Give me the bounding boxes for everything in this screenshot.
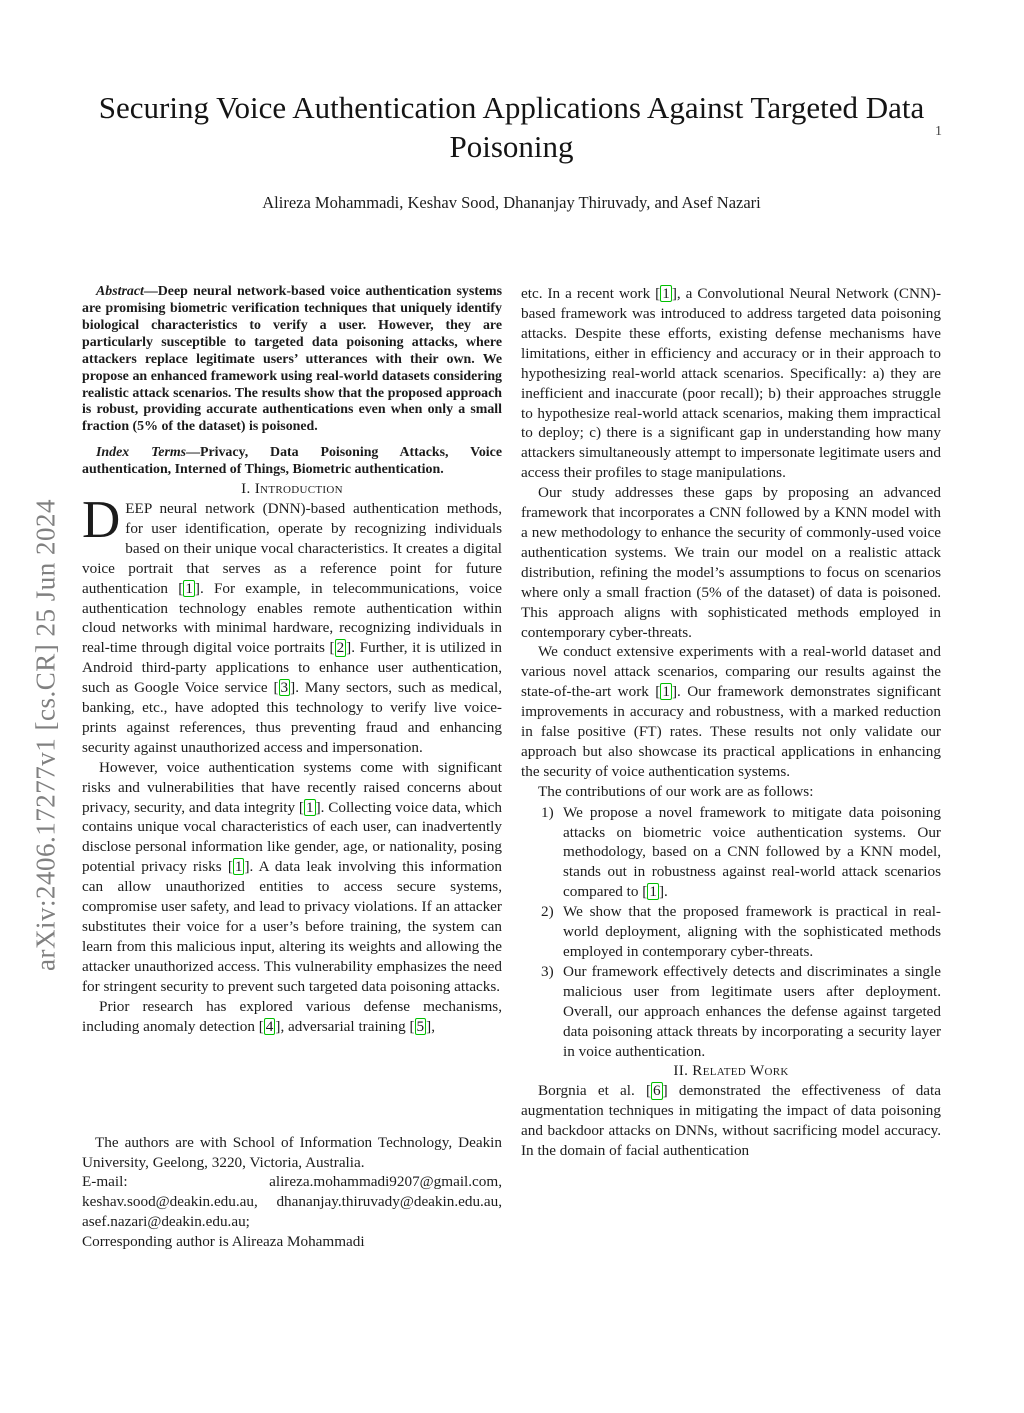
paper-content xyxy=(82,88,941,1252)
body-paragraph-study: Our study addresses these gaps by proposing an advanced framework that incorporates a CNN followed by a KNN model with a new methodology to enhance the security of commonly-used voice authentication systems. We train our model on a realistic attack distribution, refining the model’s assumptions to focus on scenarios where only a small fraction (5% of the dataset) of data is poisoned. This approach aligns with sophisticated methods employed in contemporary cyber-threats. xyxy=(521,484,941,641)
arxiv-watermark: arXiv:2406.17277v1 [cs.CR] 25 Jun 2024 xyxy=(30,499,61,971)
section-heading-introduction: I. Introduction xyxy=(241,480,343,498)
contributions-list xyxy=(521,803,941,1062)
citation-3[interactable]: 3 xyxy=(280,679,289,697)
two-column-body xyxy=(82,284,941,1252)
body-paragraph-experiments: We conduct extensive experiments with a real-world dataset and various novel attack scenarios, comparing our results against the state-of-the-art work [ 1 ]. Our framework demonstrates significant improvements in accuracy and robustness, with a marked reduction in false positive (FT) rates. These results not only validate our approach but also showcase its practical applications in enhancing the security of voice authentication systems. xyxy=(521,643,941,780)
body-paragraph-related-work: Borgnia et al. [ 6 ] demonstrated the effectiveness of data augmentation techniques in mitigating the impact of data poisoning and backdoor attacks on DNNs, without sacrificing model accuracy. In the domain of facial authentication xyxy=(521,1082,942,1160)
citation-1[interactable]: 1 xyxy=(662,285,670,303)
index-terms-text: —Privacy, Data Poisoning Attacks, Voice authentication, Interned of Things, Biometric authentication. xyxy=(82,445,502,478)
list-item xyxy=(541,803,941,903)
footnote-affiliation: The authors are with School of Information Technology, Deakin University, Geelong, 3220, Victoria, Australia. xyxy=(82,1133,502,1171)
body-paragraph-contributions-intro: The contributions of our work are as follows: xyxy=(538,782,814,800)
list-item-number: 2) xyxy=(541,903,554,921)
citation-1[interactable]: 1 xyxy=(649,883,657,901)
section-heading-related-work: II. Related Work xyxy=(673,1062,789,1080)
list-item-number: 1) xyxy=(541,803,554,821)
list-item-number: 3) xyxy=(541,962,554,980)
intro-paragraph-2: However, voice authentication systems come with significant risks and vulnerabilities that have recently raised concerns about privacy, security, and data integrity [ 1 ]. Collecting voice data, which contains unique vocal characteristics of each user, can inadvertently disclose personal information like gender, age, or nationality, posing potential privacy risks [ 1 ]. A data leak involving this information can allow unauthorized entities to access secure systems, compromise user safety, and lead to privacy violations. If an attacker substitutes their voice for a user’s before training, the system can learn from this malicious input, altering its weights and allowing the attacker unauthorized access. This vulnerability emphasizes the need for stringent security to prevent such targeted data poisoning attacks. xyxy=(82,758,503,995)
index-terms-label: Index Terms xyxy=(96,445,187,461)
citation-5[interactable]: 5 xyxy=(416,1017,425,1035)
footnote-corresponding: Corresponding author is Alireaza Mohammadi xyxy=(82,1233,365,1251)
footnote-email: E-mail: alireza.mohammadi9207@gmail.com, keshav.sood@deakin.edu.au, dhananjay.thiruvady@deakin.edu.au, asef.nazari@deakin.edu.au; xyxy=(82,1173,502,1231)
intro-paragraph-1-text: EEP neural network (DNN)-based authentication methods, for user identification, operate by recognizing individuals based on their unique vocal characteristics. It creates a digital voice portrait that serves as a reference point for future authentication [ 1 ]. For example, in telecommunications, voice authentication technology enables remote authentication within cloud networks with minimal hardware, recognizing individuals in real-time through digital voice portraits [ 2 ]. Further, it is utilized in Android third-party applications to enhance user authentication, such as Google Voice service [ 3 ]. Many sectors, such as medical, banking, etc., have adopted this technology to verify live voice-prints against references, thus preventing fraud and enhancing security against unauthorized access and impersonation. xyxy=(82,499,503,756)
citation-1[interactable]: 1 xyxy=(185,579,193,597)
body-paragraph-continued: etc. In a recent work [ 1 ], a Convolutional Neural Network (CNN)-based framework was introduced to address targeted data poisoning attacks. Despite these efforts, existing defense mechanisms have limitations, either in efficiency and accuracy or in their approach to hypothesizing real-world attack scenarios. Specifically: a) they are inefficient and inaccurate (poor recall); b) their approaches struggle to hypothesize real-world attack scenarios, making them impractical to deploy; c) there is a significant gap in understanding how many attackers simultaneously attempt to impersonate legitimate users and access their profiles to stage manipulations. xyxy=(521,285,941,482)
paper-page xyxy=(0,88,1024,1413)
citation-1[interactable]: 1 xyxy=(305,798,314,816)
list-item xyxy=(541,962,941,1062)
abstract-label: Abstract xyxy=(96,284,144,300)
author-footnote xyxy=(82,1133,502,1252)
right-column xyxy=(521,284,941,1252)
intro-dropcap: D xyxy=(82,490,121,549)
abstract-text: —Deep neural network-based voice authentication systems are promising biometric verification techniques that uniquely identify biological characteristics to verify a user. However, they are particularly susceptible to targeted data poisoning attacks, where attackers replace legitimate users’ utterances with their own. We propose an enhanced framework using real-world datasets considering realistic attack scenarios. The results show that the proposed approach is robust, providing accurate authentications even when only a small fraction (5% of the dataset) is poisoned. xyxy=(82,284,502,435)
citation-1[interactable]: 1 xyxy=(234,858,243,876)
paper-title: Securing Voice Authentication Applications Against Targeted Data Poisoning xyxy=(98,90,925,165)
intro-paragraph-3: Prior research has explored various defense mechanisms, including anomaly detection [ 4 ], adversarial training [ 5 ], xyxy=(82,997,502,1035)
list-item-text: Our framework effectively detects and discriminates a single malicious user from legitimate users after deployment. Overall, our approach enhances the defense against targeted data poisoning attack threats by incorporating a security layer in voice authentication. xyxy=(563,962,941,1060)
page-number: 1 xyxy=(935,124,942,139)
citation-4[interactable]: 4 xyxy=(265,1017,274,1035)
intro-paragraph-1 xyxy=(82,490,503,758)
left-column xyxy=(82,284,502,1252)
list-item-text: We show that the proposed framework is practical in real-world deployment, aligning with the sophisticated methods employed in contemporary cyber-threats. xyxy=(563,903,941,960)
citation-1[interactable]: 1 xyxy=(662,683,670,701)
paper-authors: Alireza Mohammadi, Keshav Sood, Dhananjay Thiruvady, and Asef Nazari xyxy=(262,193,761,213)
list-item-text: We propose a novel framework to mitigate data poisoning attacks on biometric voice authentication systems. Our methodology, based on a CNN followed by a KNN model, stands out in robustness against real-world attack scenarios compared to [ 1 ]. xyxy=(563,803,941,901)
citation-6[interactable]: 6 xyxy=(653,1082,661,1100)
citation-2[interactable]: 2 xyxy=(336,639,345,657)
list-item xyxy=(541,902,941,962)
abstract-paragraph xyxy=(82,284,502,436)
index-terms-paragraph xyxy=(82,445,502,479)
